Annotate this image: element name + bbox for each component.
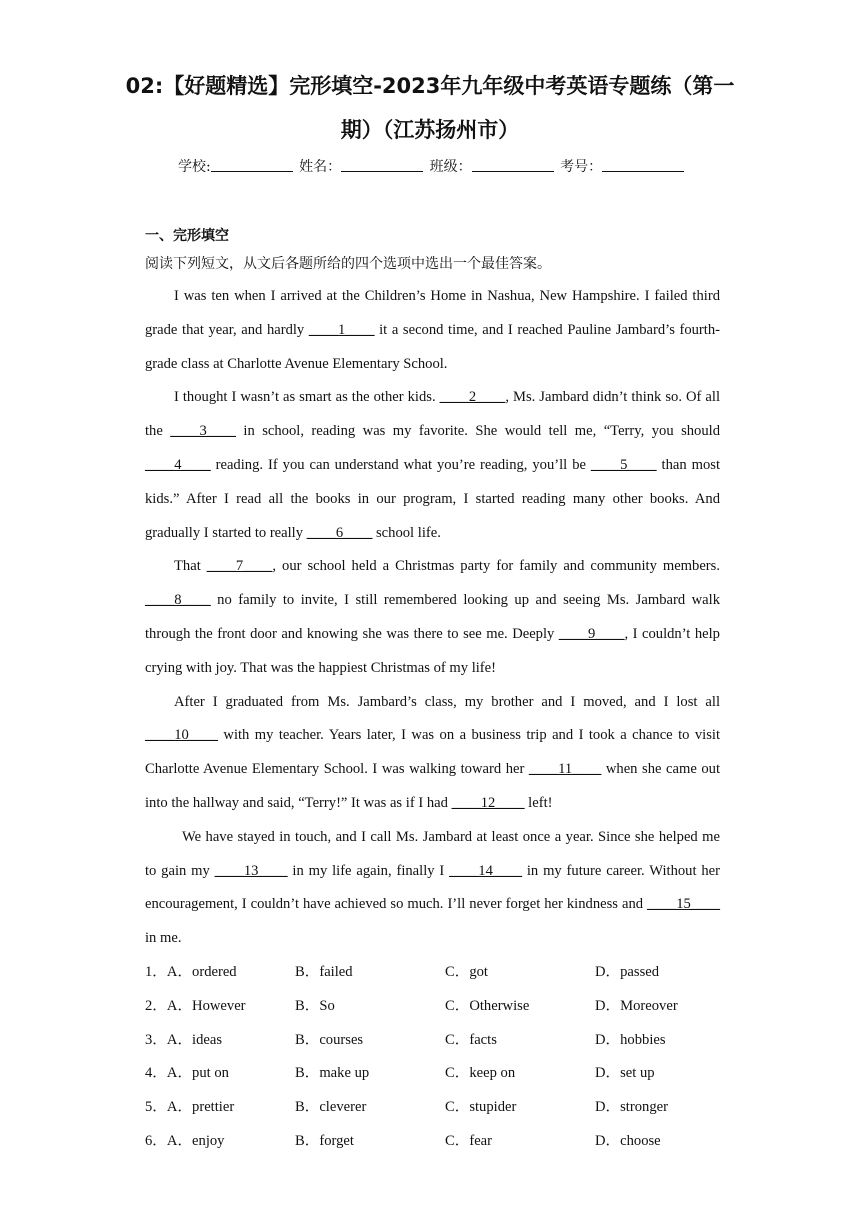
option-a[interactable] bbox=[145, 1125, 295, 1159]
passage-text: That bbox=[174, 558, 207, 575]
question-row bbox=[145, 1057, 745, 1091]
option-c[interactable]: C．fear bbox=[445, 1132, 493, 1149]
option-b[interactable]: B．forget bbox=[295, 1132, 354, 1149]
passage-text: than most kids.” After I read all the books in our program, I started reading many other books. And gradually I started to really bbox=[145, 456, 720, 541]
passage-text: it a second time, and I reached Pauline Jambard’s fourth-grade class at Charlotte Avenue Elementary School. bbox=[145, 321, 720, 372]
option-b[interactable]: B．cleverer bbox=[295, 1099, 367, 1116]
blank-11: ____11____ bbox=[528, 761, 602, 778]
blank-13: ____13____ bbox=[214, 862, 288, 879]
passage-paragraph-2 bbox=[145, 381, 720, 550]
passage-text: school life. bbox=[372, 524, 441, 541]
passage-text: in me. bbox=[145, 930, 182, 947]
option-b[interactable]: B．courses bbox=[295, 1031, 364, 1048]
question-options bbox=[145, 956, 745, 1159]
option-text: A．put on bbox=[166, 1065, 229, 1082]
option-c[interactable]: C．stupider bbox=[445, 1099, 517, 1116]
option-c[interactable]: C．Otherwise bbox=[445, 997, 530, 1014]
option-c[interactable]: C．facts bbox=[445, 1031, 497, 1048]
option-c[interactable]: C．keep on bbox=[445, 1065, 516, 1082]
question-number: 2． bbox=[145, 997, 167, 1014]
option-text: A．enjoy bbox=[166, 1132, 225, 1149]
passage-text: , our school held a Christmas party for family and community members. bbox=[272, 558, 720, 575]
passage-text: I was ten when I arrived at the Children’s Home in Nashua, New Hampshire. I failed third grade that year, and hardly bbox=[145, 288, 720, 338]
option-d[interactable]: D．hobbies bbox=[595, 1031, 666, 1048]
blank-7: ____7____ bbox=[206, 558, 273, 575]
passage-paragraph-3 bbox=[145, 550, 720, 685]
blank-3: ____3____ bbox=[170, 423, 236, 440]
exam-number-label: 考号： bbox=[560, 159, 603, 175]
option-a[interactable] bbox=[145, 990, 295, 1024]
option-text: A．ordered bbox=[166, 964, 237, 980]
option-d[interactable]: D．choose bbox=[595, 1132, 661, 1149]
blank-12: ____12____ bbox=[451, 794, 525, 811]
passage-text: in school, reading was my favorite. She would tell me, “Terry, you should bbox=[235, 423, 720, 440]
question-number: 4． bbox=[145, 1065, 167, 1082]
blank-4: ____4____ bbox=[145, 456, 211, 473]
blank-2: ____2____ bbox=[439, 389, 506, 406]
passage-text: in my future career. Without her encouragement, I couldn’t have achieved so much. I’ll never forget her kindness and bbox=[145, 862, 720, 913]
option-a[interactable] bbox=[145, 956, 295, 990]
blank-5: ____5____ bbox=[590, 456, 657, 473]
passage-paragraph-5 bbox=[145, 821, 720, 956]
passage-text: no family to invite, I still remembered looking up and seeing Ms. Jambard walk through the front door and knowing she was there to see me. Deeply bbox=[145, 592, 720, 642]
passage-text: left! bbox=[524, 794, 553, 811]
blank-14: ____14____ bbox=[449, 862, 523, 879]
cloze-passage bbox=[145, 280, 720, 956]
option-text: A．prettier bbox=[166, 1099, 235, 1116]
question-row bbox=[145, 990, 745, 1024]
name-label: 姓名： bbox=[299, 159, 342, 175]
passage-paragraph-4 bbox=[145, 686, 720, 821]
question-row bbox=[145, 1024, 745, 1058]
passage-text: , Ms. Jambard didn’t think so. Of all the bbox=[145, 389, 721, 440]
passage-text: I thought I wasn’t as smart as the other kids. bbox=[174, 389, 440, 406]
passage-paragraph-1 bbox=[145, 280, 720, 381]
name-blank[interactable] bbox=[341, 157, 423, 172]
passage-text: when she came out into the hallway and said, “Terry!” It was as if I had bbox=[145, 761, 720, 811]
option-d[interactable]: D．stronger bbox=[595, 1099, 668, 1116]
option-b[interactable]: B．failed bbox=[295, 964, 353, 980]
school-blank[interactable] bbox=[211, 157, 293, 172]
blank-9: ____9____ bbox=[558, 625, 625, 642]
option-d[interactable]: D．set up bbox=[595, 1065, 655, 1082]
question-row bbox=[145, 1091, 745, 1125]
page-title: 02:【好题精选】完形填空-2023年九年级中考英语专题练（第一期）（江苏扬州市） bbox=[125, 74, 735, 142]
passage-text: , I couldn’t help crying with joy. That was the happiest Christmas of my life! bbox=[145, 625, 720, 676]
option-b[interactable]: B．make up bbox=[295, 1065, 370, 1082]
class-blank[interactable] bbox=[472, 157, 554, 172]
question-row bbox=[145, 956, 745, 990]
question-number: 1． bbox=[145, 964, 167, 980]
question-number: 6． bbox=[145, 1132, 167, 1149]
class-label: 班级： bbox=[429, 159, 472, 175]
passage-text: We have stayed in touch, and I call Ms. Jambard at least once a year. Since she helped me to gain my bbox=[145, 828, 720, 879]
passage-text: in my life again, finally I bbox=[287, 862, 450, 879]
passage-text: with my teacher. Years later, I was on a business trip and I took a chance to visit Charlotte Avenue Elementary School. I was walking toward her bbox=[145, 727, 720, 778]
blank-1: ____1____ bbox=[308, 321, 375, 338]
option-c[interactable]: C．got bbox=[445, 964, 488, 980]
section-heading: 一、完形填空 bbox=[145, 228, 229, 244]
question-number: 3． bbox=[145, 1031, 167, 1048]
passage-text: After I graduated from Ms. Jambard’s class, my brother and I moved, and I lost all bbox=[174, 693, 720, 710]
blank-10: ____10____ bbox=[145, 727, 218, 744]
option-d[interactable]: D．Moreover bbox=[595, 997, 678, 1014]
option-d[interactable]: D．passed bbox=[595, 964, 660, 980]
question-row bbox=[145, 1125, 745, 1159]
question-number: 5． bbox=[145, 1099, 167, 1116]
option-text: A．ideas bbox=[166, 1031, 223, 1048]
option-a[interactable] bbox=[145, 1024, 295, 1058]
passage-text: reading. If you can understand what you’re reading, you’ll be bbox=[210, 456, 591, 473]
blank-6: ____6____ bbox=[306, 524, 373, 541]
option-a[interactable] bbox=[145, 1091, 295, 1125]
option-text: A．However bbox=[166, 997, 246, 1014]
blank-8: ____8____ bbox=[145, 592, 211, 609]
section-instruction: 阅读下列短文，从文后各题所给的四个选项中选出一个最佳答案。 bbox=[145, 256, 551, 272]
school-label: 学校: bbox=[178, 159, 211, 175]
student-info-line bbox=[178, 156, 686, 176]
exam-number-blank[interactable] bbox=[602, 157, 684, 172]
option-a[interactable] bbox=[145, 1057, 295, 1091]
option-b[interactable]: B．So bbox=[295, 997, 335, 1014]
blank-15: ____15____ bbox=[647, 896, 720, 913]
